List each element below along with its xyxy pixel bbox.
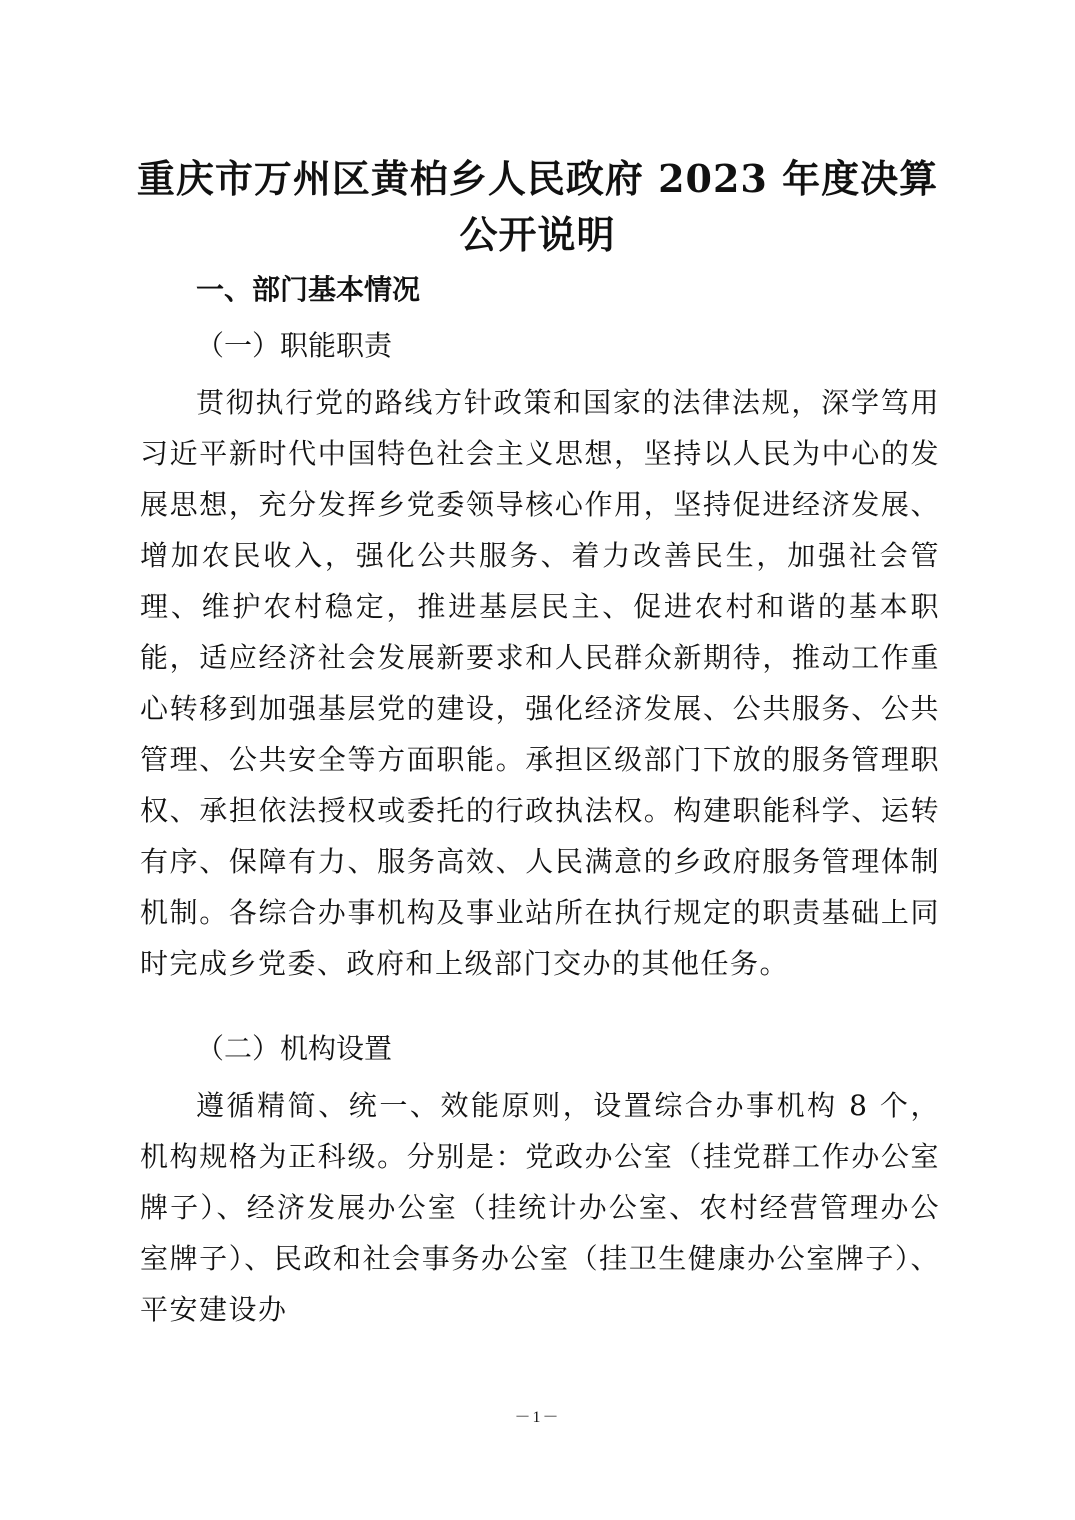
subsection-heading-duties: （一）职能职责	[196, 329, 393, 362]
subsection-heading-organization: （二）机构设置	[196, 1032, 393, 1065]
document-title-line-1: 重庆市万州区黄柏乡人民政府 2023 年度决算	[136, 156, 939, 201]
paragraph-organization: 遵循精简、统一、效能原则，设置综合办事机构 8 个，机构规格为正科级。分别是：党政办公室（挂党群工作办公室牌子）、经济发展办公室（挂统计办公室、农村经营管理办公室牌子）、民政和社会事务办公室（挂卫生健康办公室牌子）、平安建设办	[140, 1089, 940, 1326]
document-title-line-2: 公开说明	[459, 212, 616, 257]
paragraph-duties: 贯彻执行党的路线方针政策和国家的法律法规，深学笃用习近平新时代中国特色社会主义思想，坚持以人民为中心的发展思想，充分发挥乡党委领导核心作用，坚持促进经济发展、增加农民收入，强化公共服务、着力改善民生，加强社会管理、维护农村稳定，推进基层民主、促进农村和谐的基本职能，适应经济社会发展新要求和人民群众新期待，推动工作重心转移到加强基层党的建设，强化经济发展、公共服务、公共管理、公共安全等方面职能。承担区级部门下放的服务管理职权、承担依法授权或委托的行政执法权。构建职能科学、运转有序、保障有力、服务高效、人民满意的乡政府服务管理体制机制。各综合办事机构及事业站所在执行规定的职责基础上同时完成乡党委、政府和上级部门交办的其他任务。	[140, 386, 940, 980]
section-heading-basic-info: 一、部门基本情况	[196, 273, 421, 306]
page-number: －1－	[514, 1409, 561, 1426]
